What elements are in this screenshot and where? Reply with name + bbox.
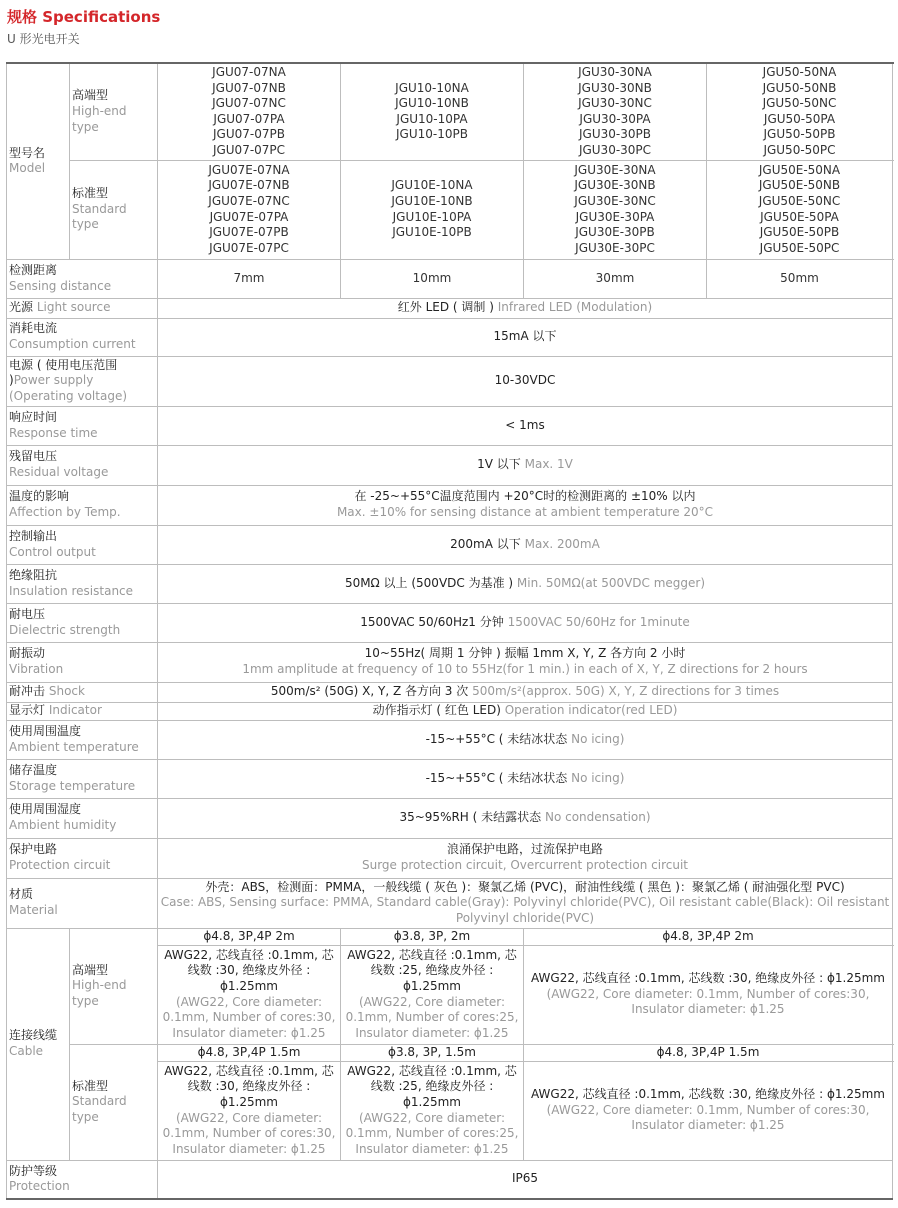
row-label-en: Residual voltage <box>9 465 109 479</box>
spec-label <box>7 759 158 798</box>
model-name: JGU30E-30PB <box>575 225 655 240</box>
model-name: JGU50E-50NC <box>758 193 841 208</box>
cable-detail-zh: AWG22, 芯线直径 :0.1mm, 芯线数 :30, 绝缘皮外径 : ϕ1.25mm <box>530 1087 885 1102</box>
cable-detail-zh: AWG22, 芯线直径 :0.1mm, 芯线数 :30, 绝缘皮外径 : ϕ1.25mm <box>164 1063 334 1109</box>
cable-spec-head: ϕ4.8, 3P,4P 2m <box>524 928 893 945</box>
row-label-zh: 电源 ( 使用电压范围 ) <box>9 357 118 388</box>
row-label-en: Response time <box>9 425 98 440</box>
spec-value-en: No icing) <box>571 770 625 785</box>
spec-value-en: 500m/s²(approx. 50G) X, Y, Z directions for 3 times <box>472 684 780 699</box>
cable-detail-en: (AWG22, Core diameter: 0.1mm, Number of cores:30, Insulator diameter: ϕ1.25 <box>162 994 336 1040</box>
spec-value <box>158 603 893 642</box>
row-label-zh: 绝缘阻抗 <box>9 567 58 582</box>
model-name: JGU07-07PA <box>213 111 285 126</box>
row-cable-head <box>7 928 893 945</box>
spec-value-zh: -15~+55°C ( 未结冰状态 <box>425 731 568 746</box>
model-name: JGU07E-07PC <box>209 240 289 255</box>
model-name: JGU07-07NC <box>212 96 286 111</box>
spec-label <box>7 564 158 603</box>
model-name: JGU07E-07PA <box>209 209 289 224</box>
cable-detail-en: (AWG22, Core diameter: 0.1mm, Number of cores:25, Insulator diameter: ϕ1.25 <box>345 1110 519 1156</box>
row-spec <box>7 564 893 603</box>
spec-value-en: Infrared LED (Modulation) <box>497 300 653 315</box>
spec-value-zh: < 1ms <box>505 417 545 432</box>
row-label-zh: 标准型 <box>72 186 109 201</box>
spec-value-zh: 浪涌保护电路，过流保护电路 <box>446 842 603 857</box>
row-spec <box>7 720 893 759</box>
spec-value <box>158 406 893 445</box>
row-label-zh: 标准型 <box>72 1078 109 1093</box>
spec-value-zh: 15mA 以下 <box>493 329 557 344</box>
spec-label <box>7 798 158 838</box>
model-name: JGU30E-30NB <box>574 178 656 193</box>
spec-value <box>158 485 893 525</box>
spec-label <box>7 525 158 564</box>
cable-spec-detail <box>158 1061 341 1160</box>
row-label-en: Protection <box>9 1179 70 1194</box>
model-name: JGU50E-50NA <box>758 162 841 177</box>
model-name: JGU07E-07PB <box>209 225 289 240</box>
row-label-en: Affection by Temp. <box>9 505 121 519</box>
spec-label <box>7 318 158 356</box>
spec-label <box>7 682 158 702</box>
spec-value-en: No icing) <box>571 731 625 746</box>
row-label-en: Vibration <box>9 662 64 676</box>
cable-type-label <box>70 928 158 1044</box>
row-spec <box>7 298 893 318</box>
row-label-zh: 温度的影响 <box>9 489 70 504</box>
row-label-zh: 型号名 <box>9 145 46 160</box>
model-label <box>7 63 70 259</box>
row-model-standard <box>7 160 893 259</box>
model-name: JGU50E-50PB <box>759 225 840 240</box>
model-name: JGU07-07NA <box>212 64 286 79</box>
row-label-en: Sensing distance <box>9 278 112 293</box>
cable-detail-zh: AWG22, 芯线直径 :0.1mm, 芯线数 :25, 绝缘皮外径 : ϕ1.25mm <box>347 947 517 993</box>
row-label-zh: 高端型 <box>72 962 109 977</box>
cable-spec-head: ϕ3.8, 3P, 2m <box>341 928 524 945</box>
row-spec <box>7 642 893 682</box>
spec-value-en: Max. 200mA <box>524 536 600 551</box>
model-standard-label <box>70 160 158 259</box>
row-label-en: Dielectric strength <box>9 622 121 637</box>
row-spec <box>7 838 893 878</box>
row-spec <box>7 702 893 720</box>
row-label-zh: 控制输出 <box>9 528 58 543</box>
model-name: JGU50E-50PA <box>760 209 839 224</box>
spec-label <box>7 356 158 406</box>
cable-label <box>7 928 70 1160</box>
sensing-value: 7mm <box>158 259 341 298</box>
protection-label <box>7 1160 158 1199</box>
cable-detail-zh: AWG22, 芯线直径 :0.1mm, 芯线数 :30, 绝缘皮外径 : ϕ1.25mm <box>164 947 334 993</box>
model-cell <box>158 160 341 259</box>
row-sensing <box>7 259 893 298</box>
model-name: JGU30E-30NC <box>574 193 656 208</box>
cable-spec-detail <box>341 1061 524 1160</box>
cable-detail-en: (AWG22, Core diameter: 0.1mm, Number of cores:30, Insulator diameter: ϕ1.25 <box>546 1102 870 1133</box>
model-cell <box>707 63 893 160</box>
cable-spec-head: ϕ4.8, 3P,4P 2m <box>158 928 341 945</box>
row-label-zh: 耐振动 <box>9 646 46 661</box>
model-name: JGU50-50NA <box>762 64 837 79</box>
row-model-high <box>7 63 893 160</box>
cable-detail-zh: AWG22, 芯线直径 :0.1mm, 芯线数 :30, 绝缘皮外径 : ϕ1.25mm <box>530 971 885 986</box>
row-label-zh: 使用周围温度 <box>9 723 82 738</box>
row-label-zh: 响应时间 <box>9 409 58 424</box>
model-name: JGU10-10PB <box>396 127 468 142</box>
sensing-value: 10mm <box>341 259 524 298</box>
spec-value-en: 1mm amplitude at frequency of 10 to 55Hz(for 1 min.) in each of X, Y, Z directions for 2 hours <box>242 662 808 676</box>
row-spec <box>7 406 893 445</box>
cable-spec-detail <box>524 1061 893 1160</box>
sensing-label <box>7 259 158 298</box>
model-name: JGU50-50PC <box>763 142 836 157</box>
model-cell <box>707 160 893 259</box>
spec-table <box>6 62 893 1200</box>
spec-value-en: Min. 50MΩ(at 500VDC megger) <box>516 575 706 590</box>
model-name: JGU10-10NA <box>395 80 469 95</box>
row-label-en: Standard type <box>72 201 127 232</box>
model-name: JGU10E-10PB <box>392 225 472 240</box>
spec-value-en: Max. ±10% for sensing distance at ambient temperature 20°C <box>336 505 714 519</box>
row-spec <box>7 485 893 525</box>
spec-label <box>7 406 158 445</box>
spec-value-en: Surge protection circuit, Overcurrent protection circuit <box>361 858 688 872</box>
row-label-en: Ambient temperature <box>9 739 139 754</box>
model-name: JGU30E-30PA <box>575 209 655 224</box>
row-label-zh: 耐冲击 <box>9 684 46 699</box>
row-spec <box>7 603 893 642</box>
spec-label <box>7 720 158 759</box>
row-label-en: Model <box>9 161 46 176</box>
spec-value-zh: 35~95%RH ( 未结露状态 <box>399 810 542 825</box>
model-name: JGU10E-10PA <box>392 209 472 224</box>
model-cell <box>341 160 524 259</box>
row-label-en: Control output <box>9 544 96 559</box>
row-label-en: Consumption current <box>9 337 136 351</box>
model-high-end-label <box>70 63 158 160</box>
model-name: JGU07E-07NB <box>208 178 290 193</box>
protection-value: IP65 <box>158 1160 893 1199</box>
row-label-zh: 光源 <box>9 300 34 315</box>
spec-value-zh: 外壳：ABS，检测面：PMMA，一般线缆 ( 灰色 )：聚氯乙烯 (PVC)，耐油性线缆 ( 黑色 )：聚氯乙烯 ( 耐油强化型 PVC) <box>205 879 845 894</box>
spec-value-en: No condensation) <box>544 810 651 825</box>
model-name: JGU07-07NB <box>212 80 286 95</box>
spec-value-zh: 50MΩ 以上 (500VDC 为基准 ) <box>344 575 514 590</box>
spec-value-zh: 10~55Hz( 周期 1 分钟 ) 振幅 1mm X, Y, Z 各方向 2 小时 <box>364 646 686 661</box>
cable-spec-detail <box>158 945 341 1044</box>
spec-value <box>158 682 893 702</box>
spec-value <box>158 298 893 318</box>
model-name: JGU50E-50NB <box>758 178 841 193</box>
spec-label <box>7 485 158 525</box>
row-label-en: Light source <box>36 300 111 315</box>
spec-value <box>158 798 893 838</box>
row-spec <box>7 356 893 406</box>
row-label-en: Material <box>9 903 58 917</box>
model-name: JGU30-30PA <box>579 111 651 126</box>
row-label-en: Storage temperature <box>9 778 136 793</box>
row-label-en: Indicator <box>48 703 102 718</box>
model-cell <box>524 160 707 259</box>
row-spec <box>7 525 893 564</box>
cable-spec-head: ϕ3.8, 3P, 1.5m <box>341 1044 524 1061</box>
row-spec <box>7 878 893 928</box>
model-name: JGU07-07PC <box>212 142 286 157</box>
spec-value-zh: 1V 以下 <box>477 457 521 472</box>
model-name: JGU30-30NA <box>578 64 652 79</box>
sensing-value: 50mm <box>707 259 893 298</box>
row-cable-head <box>7 1044 893 1061</box>
row-label-zh: 消耗电流 <box>9 321 58 336</box>
model-name: JGU07E-07NA <box>208 162 290 177</box>
model-name: JGU10E-10NA <box>391 178 473 193</box>
row-label-zh: 高端型 <box>72 88 109 103</box>
model-name: JGU30E-30NA <box>574 162 656 177</box>
cable-detail-en: (AWG22, Core diameter: 0.1mm, Number of cores:30, Insulator diameter: ϕ1.25 <box>162 1110 336 1156</box>
spec-label <box>7 298 158 318</box>
model-name: JGU10E-10NB <box>391 193 473 208</box>
spec-value <box>158 759 893 798</box>
row-spec <box>7 798 893 838</box>
model-name: JGU30-30NC <box>578 96 652 111</box>
row-label-zh: 使用周围湿度 <box>9 802 82 817</box>
row-label-zh: 储存温度 <box>9 762 58 777</box>
spec-value <box>158 838 893 878</box>
cable-detail-zh: AWG22, 芯线直径 :0.1mm, 芯线数 :25, 绝缘皮外径 : ϕ1.25mm <box>347 1063 517 1109</box>
model-name: JGU30E-30PC <box>575 240 655 255</box>
spec-label <box>7 702 158 720</box>
model-cell <box>158 63 341 160</box>
spec-value-zh: 500m/s² (50G) X, Y, Z 各方向 3 次 <box>270 684 469 699</box>
spec-value-zh: 在 -25~+55°C温度范围内 +20°C时的检测距离的 ±10% 以内 <box>354 489 696 504</box>
row-label-zh: 材质 <box>9 887 34 902</box>
model-name: JGU30-30NB <box>578 80 652 95</box>
row-label-en: Shock <box>48 684 85 699</box>
spec-value <box>158 356 893 406</box>
model-name: JGU30-30PC <box>578 142 652 157</box>
spec-label <box>7 642 158 682</box>
spec-value-en: Operation indicator(red LED) <box>504 703 678 718</box>
model-name: JGU10-10NB <box>395 96 469 111</box>
header <box>7 6 160 48</box>
cable-detail-en: (AWG22, Core diameter: 0.1mm, Number of cores:25, Insulator diameter: ϕ1.25 <box>345 994 519 1040</box>
spec-value <box>158 318 893 356</box>
spec-label <box>7 878 158 928</box>
spec-value-en: Max. 1V <box>524 457 573 472</box>
spec-value-zh: -15~+55°C ( 未结冰状态 <box>425 770 568 785</box>
row-label-en: High-end type <box>72 978 127 1008</box>
spec-value <box>158 445 893 485</box>
row-label-zh: 保护电路 <box>9 842 58 857</box>
spec-value <box>158 642 893 682</box>
row-protection <box>7 1160 893 1199</box>
page-title: 规格 Specifications <box>7 8 161 26</box>
model-name: JGU50-50PA <box>763 111 836 126</box>
row-label-en: Cable <box>9 1044 44 1058</box>
model-name: JGU30-30PB <box>579 127 651 142</box>
model-name: JGU07E-07NC <box>208 193 290 208</box>
page-subtitle: U 形光电开关 <box>7 32 80 46</box>
model-name: JGU50-50NC <box>762 96 837 111</box>
row-label-zh: 检测距离 <box>9 262 58 277</box>
row-spec <box>7 759 893 798</box>
spec-value <box>158 702 893 720</box>
spec-value-zh: 10-30VDC <box>494 373 556 388</box>
row-label-en: Power supply (Operating voltage) <box>9 373 128 403</box>
row-label-en: Insulation resistance <box>9 583 134 598</box>
sensing-value: 30mm <box>524 259 707 298</box>
spec-label <box>7 838 158 878</box>
model-name: JGU50E-50PC <box>759 240 840 255</box>
spec-label <box>7 445 158 485</box>
spec-value-zh: 红外 LED ( 调制 ) <box>397 300 494 315</box>
model-name: JGU50-50PB <box>763 127 836 142</box>
spec-value-en: Case: ABS, Sensing surface: PMMA, Standard cable(Gray): Polyvinyl chloride(PVC), Oil resistant cable(Black): Oil resistant Polyvinyl chloride(PVC) <box>160 895 890 925</box>
spec-value-zh: 动作指示灯 ( 红色 LED) <box>372 703 501 718</box>
row-label-en: Ambient humidity <box>9 818 117 832</box>
model-name: JGU50-50NB <box>762 80 837 95</box>
spec-value-zh: 200mA 以下 <box>450 536 521 551</box>
spec-value-en: 1500VAC 50/60Hz for 1minute <box>507 614 690 629</box>
row-spec <box>7 682 893 702</box>
row-label-en: High-end type <box>72 103 127 134</box>
spec-label <box>7 603 158 642</box>
row-label-en: Standard type <box>72 1094 127 1124</box>
row-label-zh: 显示灯 <box>9 703 46 718</box>
model-name: JGU07-07PB <box>213 127 285 142</box>
row-label-zh: 防护等级 <box>9 1163 58 1178</box>
spec-value <box>158 878 893 928</box>
cable-spec-head: ϕ4.8, 3P,4P 1.5m <box>158 1044 341 1061</box>
model-name: JGU10-10PA <box>396 111 468 126</box>
row-spec <box>7 318 893 356</box>
cable-spec-head: ϕ4.8, 3P,4P 1.5m <box>524 1044 893 1061</box>
cable-spec-detail <box>524 945 893 1044</box>
cable-spec-detail <box>341 945 524 1044</box>
spec-value <box>158 525 893 564</box>
model-cell <box>524 63 707 160</box>
spec-value-zh: 1500VAC 50/60Hz1 分钟 <box>360 614 504 629</box>
cable-detail-en: (AWG22, Core diameter: 0.1mm, Number of cores:30, Insulator diameter: ϕ1.25 <box>546 986 870 1017</box>
model-cell <box>341 63 524 160</box>
row-spec <box>7 445 893 485</box>
spec-value <box>158 720 893 759</box>
row-label-en: Protection circuit <box>9 858 111 872</box>
spec-value <box>158 564 893 603</box>
cable-type-label <box>70 1044 158 1160</box>
row-label-zh: 连接线缆 <box>9 1028 58 1043</box>
row-label-zh: 耐电压 <box>9 606 46 621</box>
row-label-zh: 残留电压 <box>9 449 58 464</box>
